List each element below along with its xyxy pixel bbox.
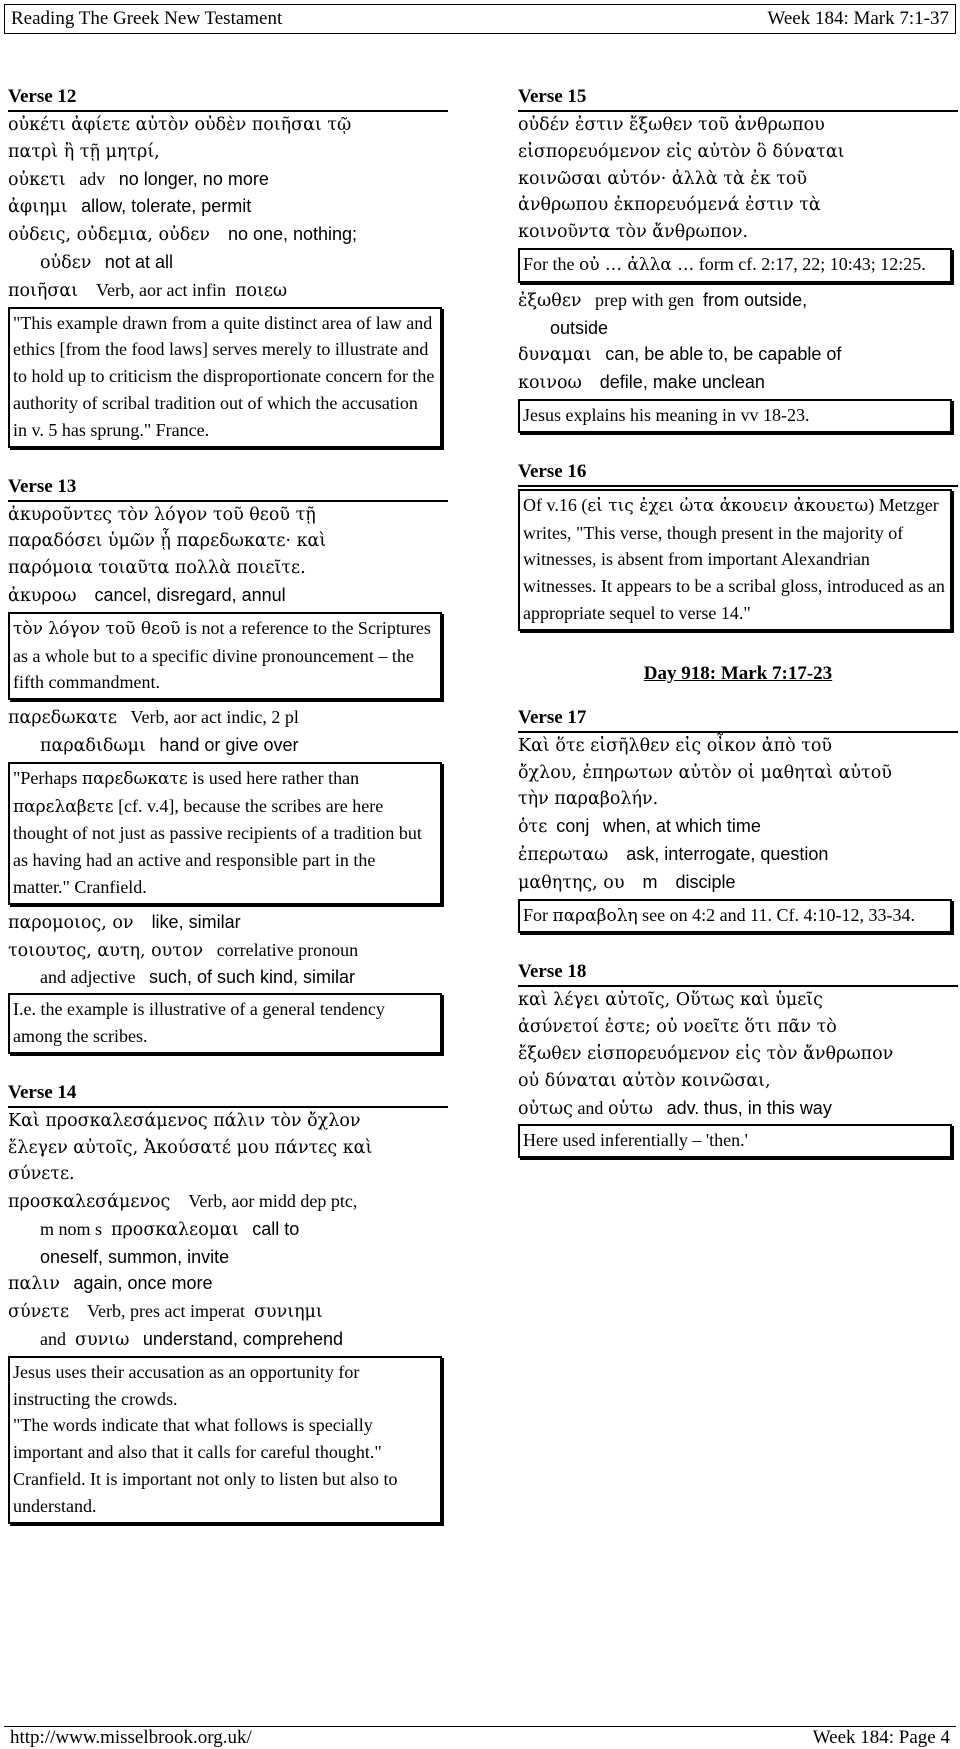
gloss-lemma: προσκαλεομαι (111, 1219, 239, 1240)
greek-line: οὐδέν ἐστιν ἔξωθεν τοῦ ἀνθρωπου (518, 115, 825, 135)
gloss-meaning: not at all (104, 251, 173, 272)
gloss-meaning: can, be able to, be capable of (605, 344, 842, 365)
gloss-word: μαθητης, ου (518, 872, 625, 893)
gloss-entry (8, 964, 448, 991)
gloss-meaning: no one, nothing; (227, 224, 358, 245)
gloss-meaning: oneself, summon, invite (40, 1246, 230, 1267)
gloss-meaning: understand, comprehend (142, 1329, 343, 1350)
greek-line: τὴν παραβολήν. (518, 789, 659, 810)
verse-14-heading: Verse 14 (8, 1082, 448, 1108)
gloss-meaning: like, similar (151, 911, 241, 932)
commentary-note (518, 489, 952, 631)
gloss-entry (8, 1270, 448, 1298)
gloss-word: οὑτω (607, 1098, 654, 1119)
verse-15-heading: Verse 15 (518, 86, 958, 112)
gloss-entry (8, 1188, 448, 1216)
right-column (518, 86, 958, 1162)
gloss-pos: m (642, 871, 658, 892)
left-column (8, 86, 448, 1528)
note-greek: παρεδωκατε (81, 768, 188, 789)
gloss-entry (518, 315, 958, 342)
note-greek: τὸν λόγον τοῦ θεοῦ (13, 618, 181, 639)
gloss-pos: prep with gen (595, 289, 695, 310)
note-greek: εἰ τις ἐχει ὠτα ἀκουειν ἀκουετω (587, 495, 869, 516)
commentary-note: "This example drawn from a quite distinct area of law and ethics [from the food laws] serves merely to illustrate and to hold up to criticism the disproportionate concern for the authority of scribal tradition out of which the accusation in v. 5 has sprung." France. (8, 307, 442, 448)
gloss-entry (8, 166, 448, 194)
gloss-meaning: when, at which time (602, 816, 761, 837)
note-text: is used here rather than (187, 767, 360, 788)
page-footer (4, 1726, 956, 1748)
gloss-word: οὑτως (518, 1098, 573, 1119)
gloss-pos: Verb, aor act indic, 2 pl (130, 707, 299, 728)
greek-line: καὶ λέγει αὐτοῖς, Οὕτως καὶ ὑμεῖς (518, 990, 823, 1011)
gloss-entry (518, 1095, 958, 1123)
greek-line: παραδόσει ὑμῶν ᾗ παρεδωκατε· καὶ (8, 531, 327, 552)
gloss-word: παραδιδωμι (40, 735, 146, 756)
greek-line: ἔξωθεν εἰσπορευόμενον εἰς τὸν ἄνθρωπον (518, 1043, 894, 1064)
gloss-word: ἀφιημι (8, 197, 68, 218)
gloss-pos: Verb, aor midd dep ptc, (188, 1191, 358, 1212)
verse-18-text (518, 987, 958, 1094)
gloss-entry (518, 341, 958, 369)
commentary-note: I.e. the example is illustrative of a general tendency among the scribes. (8, 993, 442, 1054)
gloss-word: παρεδωκατε (8, 708, 117, 729)
gloss-meaning: again, once more (73, 1273, 213, 1294)
gloss-lemma: ποιεω (234, 280, 288, 301)
gloss-entry (518, 869, 958, 897)
note-text: For the (523, 253, 579, 274)
gloss-word: ἐξωθεν (518, 290, 582, 311)
gloss-word: κοινοω (518, 373, 582, 394)
document-title: Reading The Greek New Testament (11, 8, 283, 29)
commentary-note: Here used inferentially – 'then.' (518, 1124, 952, 1158)
commentary-note (8, 612, 442, 700)
gloss-entry (8, 582, 448, 610)
greek-line: πατρὶ ἢ τῇ μητρί, (8, 141, 160, 162)
greek-line: ἔλεγεν αὐτοῖς, Ἀκούσατέ μου πάντες καὶ (8, 1137, 373, 1158)
verse-18-heading: Verse 18 (518, 961, 958, 987)
gloss-word: οὐδεν (40, 252, 92, 273)
gloss-pos: and adjective (40, 967, 136, 988)
gloss-word: τοιουτος, αυτη, ουτον (8, 940, 204, 961)
greek-line: Καὶ προσκαλεσάμενος πάλιν τὸν ὄχλον (8, 1110, 361, 1131)
gloss-entry (8, 1326, 448, 1354)
gloss-entry (8, 1216, 448, 1244)
note-text: For (523, 904, 553, 925)
greek-line: ἀσύνετοί ἐστε; οὐ νοεῖτε ὅτι πᾶν τὸ (518, 1017, 837, 1038)
greek-line: οὐκέτι ἀφίετε αὐτὸν οὐδὲν ποιῆσαι τῷ (8, 115, 352, 135)
verse-17-heading: Verse 17 (518, 707, 958, 733)
gloss-pos: Verb, aor act infin (96, 279, 226, 300)
verse-15-text (518, 112, 958, 246)
note-text: "The words indicate that what follows is specially important and also that it calls for careful thought." Cranfield. It is important not only to listen but also to understand. (13, 1415, 398, 1516)
gloss-word: ποιῆσαι (8, 280, 79, 301)
gloss-meaning: disciple (675, 871, 736, 892)
gloss-meaning: defile, make unclean (599, 372, 765, 393)
gloss-meaning: such, of such kind, similar (148, 967, 356, 988)
gloss-word: ἐπερωταω (518, 844, 609, 865)
page-number: Week 184: Page 4 (812, 1726, 950, 1748)
gloss-word: παλιν (8, 1274, 60, 1295)
gloss-lemma: συνιημι (253, 1302, 323, 1323)
commentary-note (518, 248, 952, 283)
gloss-word: οὐκετι (8, 169, 66, 190)
gloss-entry (8, 277, 448, 305)
commentary-note (8, 1356, 442, 1524)
greek-line: Καὶ ὅτε εἰσῆλθεν εἰς οἶκον ἀπὸ τοῦ (518, 735, 833, 756)
commentary-note (8, 762, 442, 905)
verse-17-text (518, 733, 958, 813)
page-header (4, 4, 956, 34)
gloss-word: ὁτε (518, 817, 548, 838)
note-greek: παρελαβετε (13, 796, 114, 817)
gloss-entry (8, 732, 448, 760)
verse-16-heading: Verse 16 (518, 461, 958, 487)
gloss-entry (8, 221, 448, 249)
gloss-word: δυναμαι (518, 345, 592, 366)
gloss-pos: Verb, pres act imperat (87, 1301, 245, 1322)
gloss-entry (518, 813, 958, 841)
gloss-entry (8, 193, 448, 221)
gloss-meaning: ask, interrogate, question (626, 843, 829, 864)
gloss-meaning: hand or give over (159, 734, 299, 755)
day-heading: Day 918: Mark 7:17-23 (643, 662, 833, 684)
site-url[interactable]: http://www.misselbrook.org.uk/ (10, 1726, 252, 1748)
gloss-pos: and (40, 1329, 66, 1350)
gloss-word: προσκαλεσάμενος (8, 1192, 171, 1213)
gloss-entry (8, 704, 448, 732)
note-text: Of v.16 ( (523, 494, 588, 515)
verse-14-text (8, 1108, 448, 1188)
note-text: ) Metzger writes, "This verse, though present in the majority of witnesses, is absent from important Alexandrian witnesses. It appears to be a scribal gloss, introduced as an appropriate sequel to verse 14." (523, 494, 945, 623)
gloss-entry (8, 249, 448, 277)
gloss-pos: correlative pronoun (216, 939, 359, 960)
gloss-word: σύνετε (8, 1302, 70, 1323)
gloss-word: ἀκυροω (8, 585, 77, 606)
gloss-entry (8, 909, 448, 937)
note-text: [cf. v.4], because the scribes are here thought of not just as passive recipients of a tradition but as having had an active and responsible part in the matter." Cranfield. (13, 795, 422, 897)
greek-line: σύνετε. (8, 1164, 75, 1185)
greek-line: οὐ δύναται αὐτὸν κοινῶσαι, (518, 1070, 771, 1091)
greek-line: εἰσπορευόμενον εἰς αὐτὸν ὃ δύναται (518, 141, 845, 162)
gloss-meaning: call to (252, 1218, 300, 1239)
gloss-entry (518, 287, 958, 315)
greek-line: ὄχλου, ἐπηρωτων αὐτὸν οἱ μαθηταὶ αὐτοῦ (518, 762, 892, 783)
gloss-entry (8, 1298, 448, 1326)
gloss-meaning: no longer, no more (118, 168, 269, 189)
greek-line: κοινοῦντα τὸν ἄνθρωπον. (518, 222, 749, 243)
gloss-entry (8, 937, 448, 965)
note-text: is not a reference to the Scriptures as a whole but to a specific divine pronouncement – the fifth commandment. (13, 617, 431, 693)
note-text: Jesus uses their accusation as an opportunity for instructing the crowds. (13, 1361, 360, 1409)
note-greek: παραβολη (552, 905, 638, 926)
verse-12-heading: Verse 12 (8, 86, 448, 112)
gloss-meaning: from outside, (703, 289, 808, 310)
gloss-entry (518, 841, 958, 869)
verse-12-text (8, 112, 448, 166)
commentary-note: Jesus explains his meaning in vv 18-23. (518, 399, 952, 433)
verse-13-text (8, 502, 448, 582)
gloss-meaning: thus, in this way (703, 1097, 832, 1118)
greek-line: παρόμοια τοιαῦτα πολλὰ ποιεῖτε. (8, 558, 306, 579)
greek-line: κοινῶσαι αὐτόν· ἀλλὰ τὰ ἐκ τοῦ (518, 168, 808, 189)
gloss-entry (518, 369, 958, 397)
note-greek: οὐ … ἀλλα … (579, 254, 695, 275)
gloss-word: παρομοιος, ον (8, 912, 134, 933)
gloss-meaning: cancel, disregard, annul (94, 584, 286, 605)
commentary-note (518, 899, 952, 934)
gloss-pos: adv. (666, 1097, 700, 1118)
note-text: see on 4:2 and 11. Cf. 4:10-12, 33-34. (637, 904, 915, 925)
greek-line: ἀνθρωπου ἐκπορευόμενά ἐστιν τὰ (518, 195, 821, 216)
note-text: "Perhaps (13, 767, 82, 788)
gloss-pos: conj (556, 816, 590, 837)
gloss-pos: m nom s (40, 1218, 103, 1239)
greek-line: ἀκυροῦντες τὸν λόγον τοῦ θεοῦ τῇ (8, 504, 316, 525)
gloss-pos: and (577, 1097, 604, 1118)
gloss-meaning: allow, tolerate, permit (81, 196, 252, 217)
week-label: Week 184: Mark 7:1-37 (767, 8, 949, 29)
verse-13-heading: Verse 13 (8, 476, 448, 502)
gloss-lemma: συνιω (75, 1330, 130, 1351)
gloss-entry (8, 1244, 448, 1271)
gloss-meaning: outside (550, 317, 609, 338)
gloss-pos: adv (79, 168, 106, 189)
gloss-word: οὐδεις, οὐδεμια, οὐδεν (8, 225, 210, 246)
note-text: form cf. 2:17, 22; 10:43; 12:25. (694, 253, 926, 274)
